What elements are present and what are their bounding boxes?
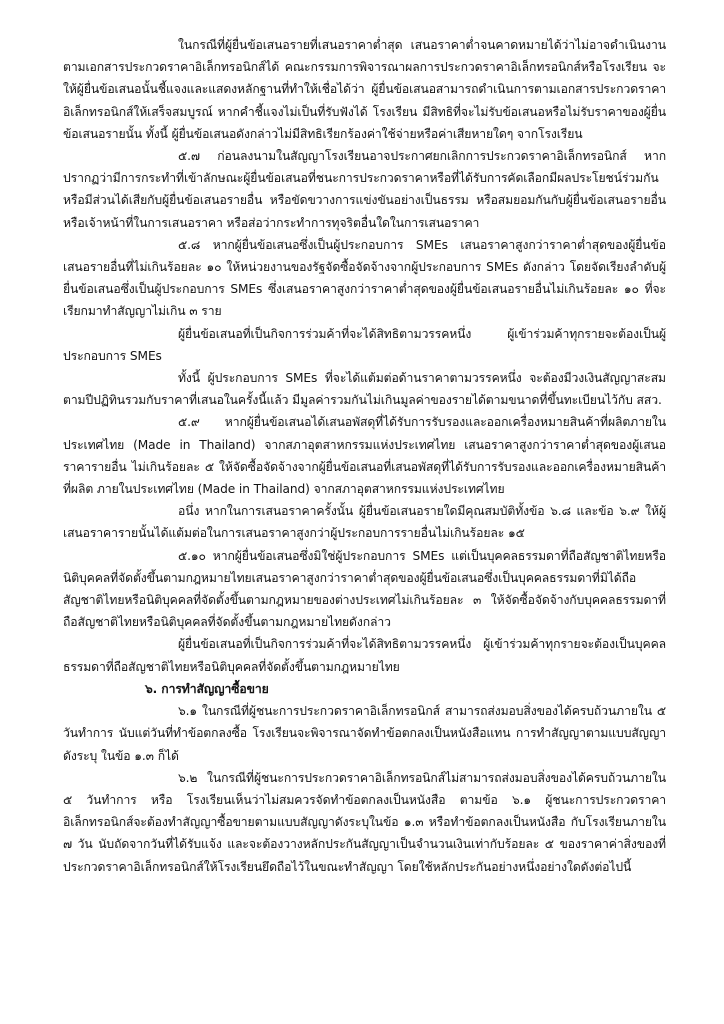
paragraph-5-8-sme-limit: ทั้งนี้ ผู้ประกอบการ SMEs ที่จะได้แต้มต่อด้านราคาตามวรรคหนึ่ง จะต้องมีวงเงินสัญญาสะสมตามปีปฏิทินรวมกับราคาที่เสนอในครั้งนี้แล้ว มีมูลค่ารวมกันไม่เกินมูลค่าของรายได้ตามขนาดที่ขึ้นทะเบียนไว้กับ สสว. [63, 371, 666, 408]
paragraph-5-8-joint-venture: ผู้ยื่นข้อเสนอที่เป็นกิจการร่วมค้าที่จะได้สิทธิตามวรรคหนึ่ง ผู้เข้าร่วมค้าทุกรายจะต้องเป็นผู้ประกอบการ SMEs [63, 326, 666, 363]
section-6-heading: ๖. การทำสัญญาซื้อขาย [145, 681, 269, 696]
paragraph-5-10-joint-venture: ผู้ยื่นข้อเสนอที่เป็นกิจการร่วมค้าที่จะได้สิทธิตามวรรคหนึ่ง ผู้เข้าร่วมค้าทุกรายจะต้องเป็นบุคคลธรรมดาที่ถือสัญชาติไทยหรือนิติบุคคลที่จัดตั้งขึ้นตามกฎหมายไทย [63, 637, 666, 674]
paragraph-5-10: ๕.๑๐ หากผู้ยื่นข้อเสนอซึ่งมิใช่ผู้ประกอบการ SMEs แต่เป็นบุคคลธรรมดาที่ถือสัญชาติไทยหรือนิติบุคคลที่จัดตั้งขึ้นตามกฎหมายไทยเสนอราคาสูงกว่าราคาต่ำสุดของผู้ยื่นข้อเสนอซึ่งเป็นบุคคลธรรมดาที่มิได้ถือสัญชาติไทยหรือนิติบุคคลที่จัดตั้งขึ้นตามกฎหมายของต่างประเทศไม่เกินร้อยละ ๓ ให้จัดซื้อจัดจ้างกับบุคคลธรรมดาที่ถือสัญชาติไทยหรือนิติบุคคลที่จัดตั้งขึ้นตามกฎหมายไทยดังกล่าว [63, 548, 666, 630]
paragraph-6-2: ๖.๒ ในกรณีที่ผู้ชนะการประกวดราคาอิเล็กทรอนิกส์ไม่สามารถส่งมอบสิ่งของได้ครบถ้วนภายใน ๕ วันทำการ หรือ โรงเรียนเห็นว่าไม่สมควรจัดทำข้อตกลงเป็นหนังสือ ตามข้อ ๖.๑ ผู้ชนะการประกวดราคาอิเล็กทรอนิกส์จะต้องทำสัญญาซื้อขายตามแบบสัญญาดังระบุในข้อ ๑.๓ หรือทำข้อตกลงเป็นหนังสือ กับโรงเรียนภายใน ๗ วัน นับถัดจากวันที่ได้รับแจ้ง และจะต้องวางหลักประกันสัญญาเป็นจำนวนเงินเท่ากับร้อยละ ๕ ของราคาค่าสิ่งของที่ประกวดราคาอิเล็กทรอนิกส์ให้โรงเรียนยึดถือไว้ในขณะทำสัญญา โดยใช้หลักประกันอย่างหนึ่งอย่างใดดังต่อไปนี้ [63, 770, 666, 874]
paragraph-5-9: ๕.๙ หากผู้ยื่นข้อเสนอได้เสนอพัสดุที่ได้รับการรับรองและออกเครื่องหมายสินค้าที่ผลิตภายในประเทศไทย (Made in Thailand) จากสภาอุตสาหกรรมแห่งประเทศไทย เสนอราคาสูงกว่าราคาต่ำสุดของผู้เสนอราคารายอื่น ไม่เกินร้อยละ ๕ ให้จัดซื้อจัดจ้างจากผู้ยื่นข้อเสนอที่เสนอพัสดุที่ได้รับการรับรองและออกเครื่องหมายสินค้าที่ผลิต ภายในประเทศไทย (Made in Thailand) จากสภาอุตสาหกรรมแห่งประเทศไทย [63, 415, 666, 497]
paragraph-6-1: ๖.๑ ในกรณีที่ผู้ชนะการประกวดราคาอิเล็กทรอนิกส์ สามารถส่งมอบสิ่งของได้ครบถ้วนภายใน ๕ วันทำการ นับแต่วันที่ทำข้อตกลงซื้อ โรงเรียนจะพิจารณาจัดทำข้อตกลงเป็นหนังสือแทน การทำสัญญาตามแบบสัญญาดังระบุ ในข้อ ๑.๓ ก็ได้ [63, 704, 666, 763]
paragraph-5-8: ๕.๘ หากผู้ยื่นข้อเสนอซึ่งเป็นผู้ประกอบการ SMEs เสนอราคาสูงกว่าราคาต่ำสุดของผู้ยื่นข้อเสนอรายอื่นที่ไม่เกินร้อยละ ๑๐ ให้หน่วยงานของรัฐจัดซื้อจัดจ้างจากผู้ประกอบการ SMEs ดังกล่าว โดยจัดเรียงลำดับผู้ยื่นข้อเสนอซึ่งเป็นผู้ประกอบการ SMEs ซึ่งเสนอราคาสูงกว่าราคาต่ำสุดของผู้ยื่นข้อเสนอรายอื่นไม่เกินร้อยละ ๑๐ ที่จะเรียกมาทำสัญญาไม่เกิน ๓ ราย [63, 237, 666, 319]
paragraph-5-9-note: อนึ่ง หากในการเสนอราคาครั้งนั้น ผู้ยื่นข้อเสนอรายใดมีคุณสมบัติทั้งข้อ ๖.๘ และข้อ ๖.๙ ให้ผู้เสนอราคารายนั้นได้แต้มต่อในการเสนอราคาสูงกว่าผู้ประกอบการรายอื่นไม่เกินร้อยละ ๑๕ [63, 504, 666, 541]
paragraph-5-7: ๕.๗ ก่อนลงนามในสัญญาโรงเรียนอาจประกาศยกเลิกการประกวดราคาอิเล็กทรอนิกส์ หากปรากฏว่ามีการกระทำที่เข้าลักษณะผู้ยื่นข้อเสนอที่ชนะการประกวดราคาหรือที่ได้รับการคัดเลือกมีผลประโยชน์ร่วมกัน หรือมีส่วนได้เสียกับผู้ยื่นข้อเสนอรายอื่น หรือขัดขวางการแข่งขันอย่างเป็นธรรม หรือสมยอมกันกับผู้ยื่นข้อเสนอรายอื่น หรือเจ้าหน้าที่ในการเสนอราคา หรือส่อว่ากระทำการทุจริตอื่นใดในการเสนอราคา [63, 149, 666, 230]
paragraph-lowest-bid: ในกรณีที่ผู้ยื่นข้อเสนอรายที่เสนอราคาต่ำสุด เสนอราคาต่ำจนคาดหมายได้ว่าไม่อาจดำเนินงานตามเอกสารประกวดราคาอิเล็กทรอนิกส์ได้ คณะกรรมการพิจารณาผลการประกวดราคาอิเล็กทรอนิกส์หรือโรงเรียน จะให้ผู้ยื่นข้อเสนอนั้นชี้แจงและแสดงหลักฐานที่ทำให้เชื่อได้ว่า ผู้ยื่นข้อเสนอสามารถดำเนินการตามเอกสารประกวดราคาอิเล็กทรอนิกส์ให้เสร็จสมบูรณ์ หากคำชี้แจงไม่เป็นที่รับฟังได้ โรงเรียน มีสิทธิที่จะไม่รับข้อเสนอหรือไม่รับราคาของผู้ยื่นข้อเสนอรายนั้น ทั้งนี้ ผู้ยื่นข้อเสนอดังกล่าวไม่มีสิทธิเรียกร้องค่าใช้จ่ายหรือค่าเสียหายใดๆ จากโรงเรียน [63, 38, 666, 141]
document-body [63, 34, 666, 878]
